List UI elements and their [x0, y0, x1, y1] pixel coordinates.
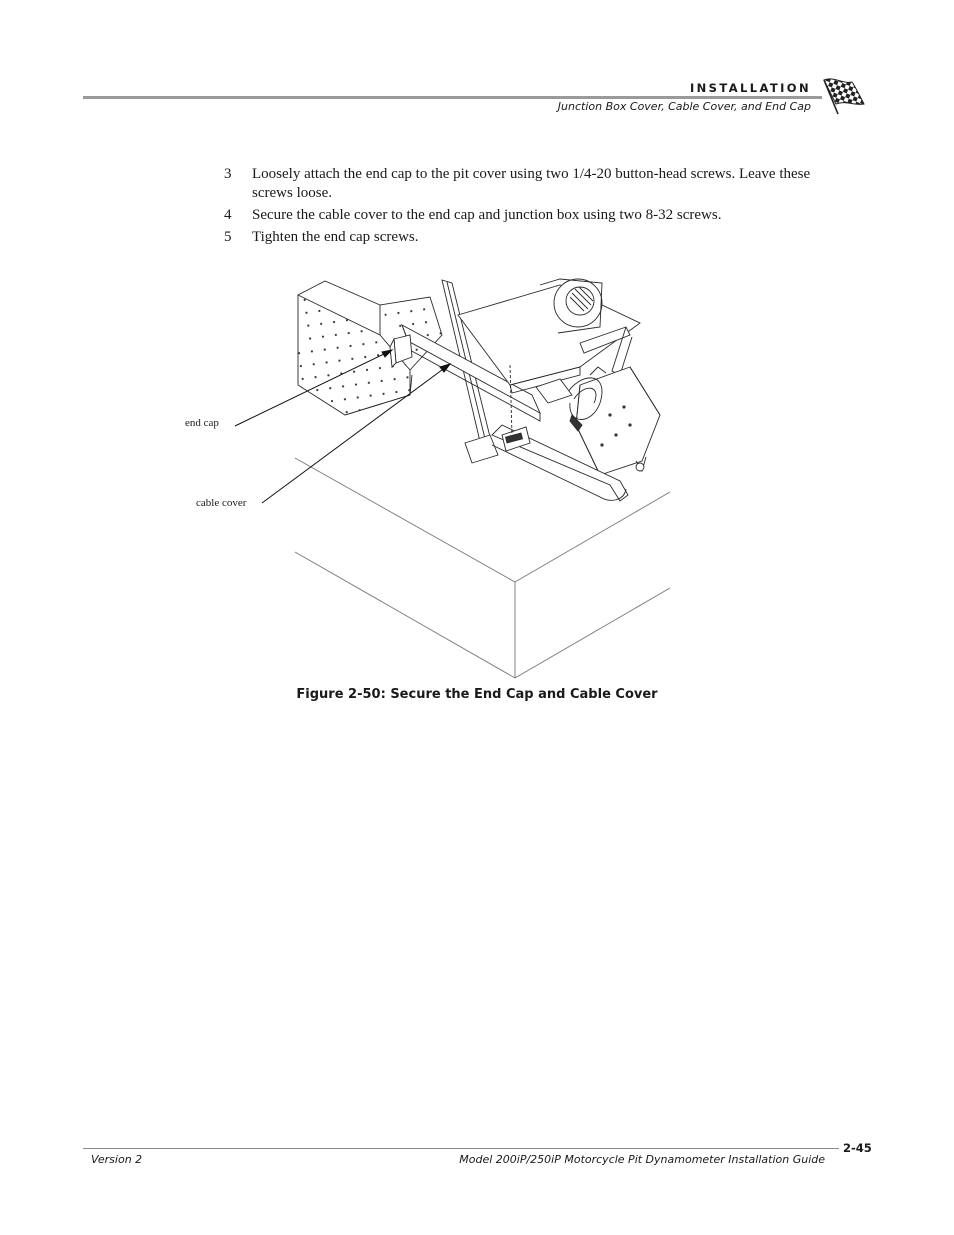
page-number: 2-45 [843, 1141, 872, 1155]
step-number: 5 [224, 229, 232, 245]
footer-doc-title: Model 200iP/250iP Motorcycle Pit Dynamometer Installation Guide [459, 1153, 825, 1166]
callout-cable-cover: cable cover [196, 497, 247, 509]
step-item [224, 165, 824, 203]
footer-version: Version 2 [91, 1153, 143, 1166]
step-item [224, 228, 824, 247]
figure-caption: Figure 2-50: Secure the End Cap and Cable Cover [296, 687, 658, 702]
footer-rule [83, 1148, 839, 1149]
step-number: 4 [224, 207, 232, 223]
step-item [224, 206, 824, 225]
step-text: Tighten the end cap screws. [252, 229, 419, 245]
subsection-title: Junction Box Cover, Cable Cover, and End Cap [557, 100, 811, 113]
dyno-illustration [180, 275, 680, 685]
checkered-flag-icon [820, 74, 866, 116]
header-rule [83, 96, 822, 99]
step-number: 3 [224, 166, 232, 182]
instruction-steps [224, 165, 824, 250]
section-title: INSTALLATION [689, 81, 811, 95]
callout-end-cap: end cap [185, 417, 219, 429]
step-text: Secure the cable cover to the end cap and junction box using two 8-32 screws. [252, 207, 722, 223]
step-text: Loosely attach the end cap to the pit cover using two 1/4-20 button-head screws. Leave these screws loose. [252, 166, 811, 201]
